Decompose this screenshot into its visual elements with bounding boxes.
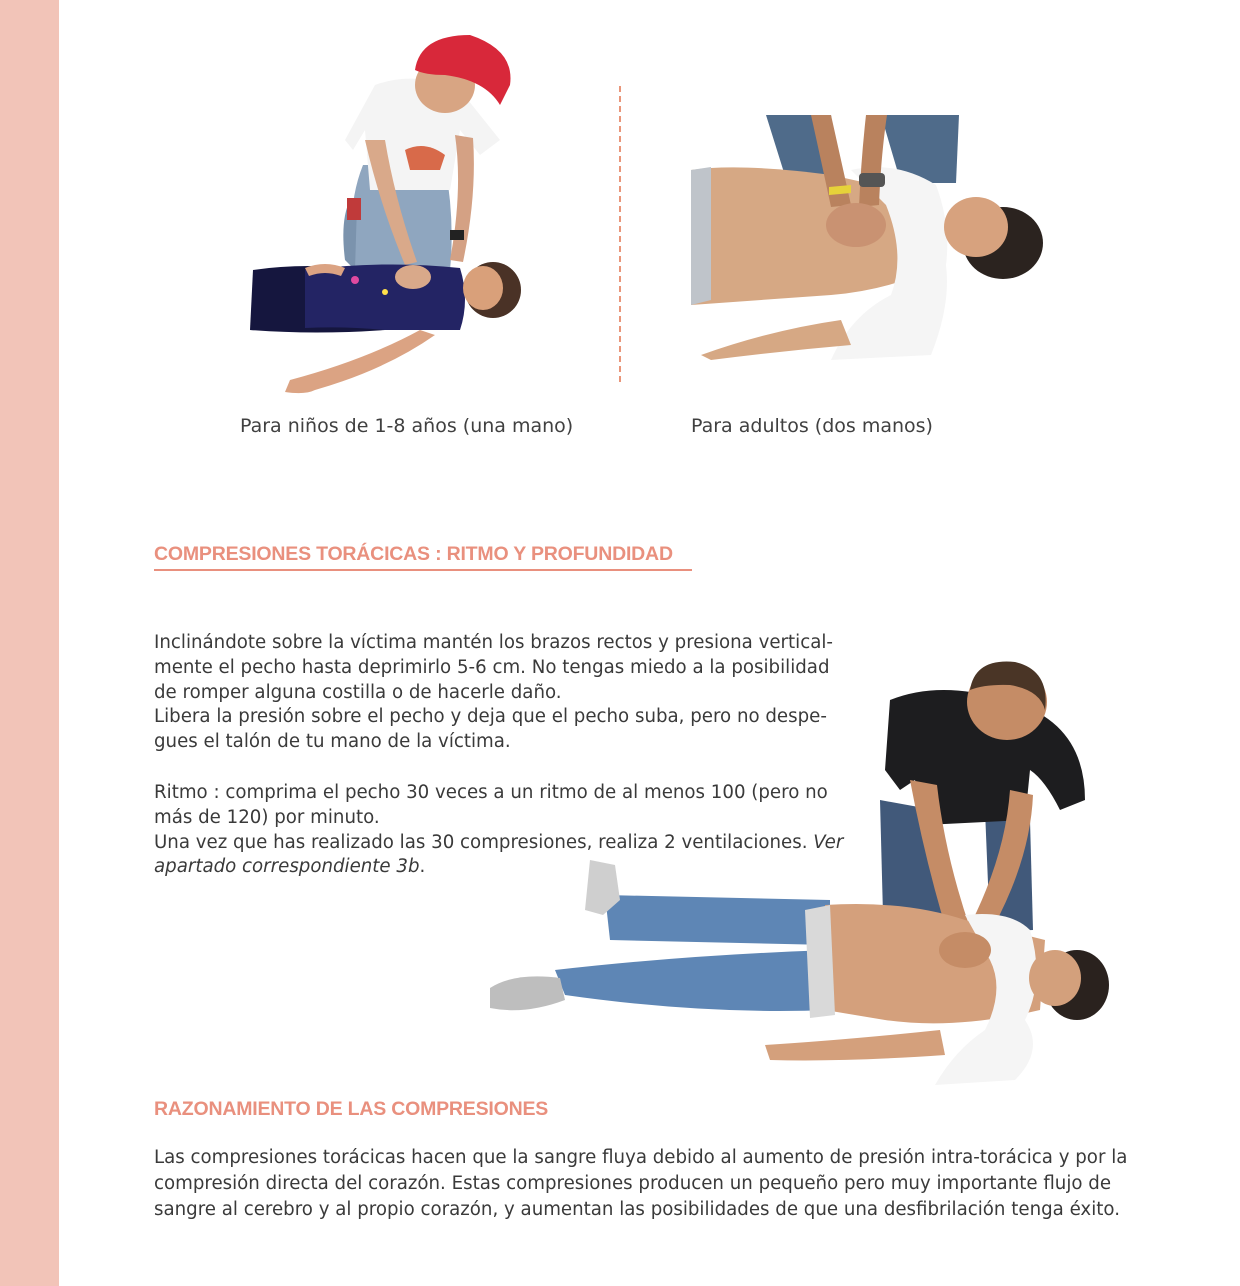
paragraph-line: Inclinándote sobre la víctima mantén los brazos rectos y presiona vertical- bbox=[154, 632, 833, 653]
adult-cpr-full-photo bbox=[485, 660, 1110, 1085]
paragraph-line: Las compresiones torácicas hacen que la sangre fluya debido al aumento de presión intra-torácica y por la bbox=[154, 1147, 1128, 1168]
paragraph-line: mente el pecho hasta deprimirlo 5-6 cm. No tengas miedo a la posibilidad bbox=[154, 656, 830, 678]
child-cpr-photo bbox=[245, 30, 535, 402]
paragraph-text: . bbox=[419, 856, 426, 878]
paragraph-line: más de 120) por minuto. bbox=[154, 806, 380, 828]
paragraph-line: compresión directa del corazón. Estas compresiones producen un pequeño pero muy importante flujo de bbox=[154, 1173, 1112, 1194]
adult-caption: Para adultos (dos manos) bbox=[691, 415, 933, 437]
adult-cpr-photo bbox=[691, 115, 1046, 360]
reasoning-paragraph bbox=[154, 1145, 1128, 1223]
section-heading-compressions: COMPRESIONES TORÁCICAS : RITMO Y PROFUNDIDAD bbox=[154, 543, 692, 571]
paragraph-line: Ritmo : comprima el pecho 30 veces a un ritmo de al menos 100 (pero no bbox=[154, 782, 828, 803]
figure-divider bbox=[619, 86, 621, 382]
paragraph-line: gues el talón de tu mano de la víctima. bbox=[154, 731, 511, 753]
paragraph-line: de romper alguna costilla o de hacerle daño. bbox=[154, 681, 562, 703]
cross-reference-text: Ver bbox=[813, 831, 844, 853]
section-heading-reasoning: RAZONAMIENTO DE LAS COMPRESIONES bbox=[154, 1098, 549, 1120]
page-side-band bbox=[0, 0, 59, 1286]
cross-reference-text: apartado correspondiente 3b bbox=[154, 856, 420, 878]
paragraph-line: Libera la presión sobre el pecho y deja que el pecho suba, pero no despe- bbox=[154, 706, 827, 728]
paragraph-text: Una vez que has realizado las 30 compresiones, realiza 2 ventilaciones. bbox=[154, 831, 808, 853]
child-caption: Para niños de 1-8 años (una mano) bbox=[240, 415, 574, 437]
paragraph-line: sangre al cerebro y al propio corazón, y aumentan las posibilidades de que una desfibrilación tenga éxito. bbox=[154, 1199, 1120, 1220]
